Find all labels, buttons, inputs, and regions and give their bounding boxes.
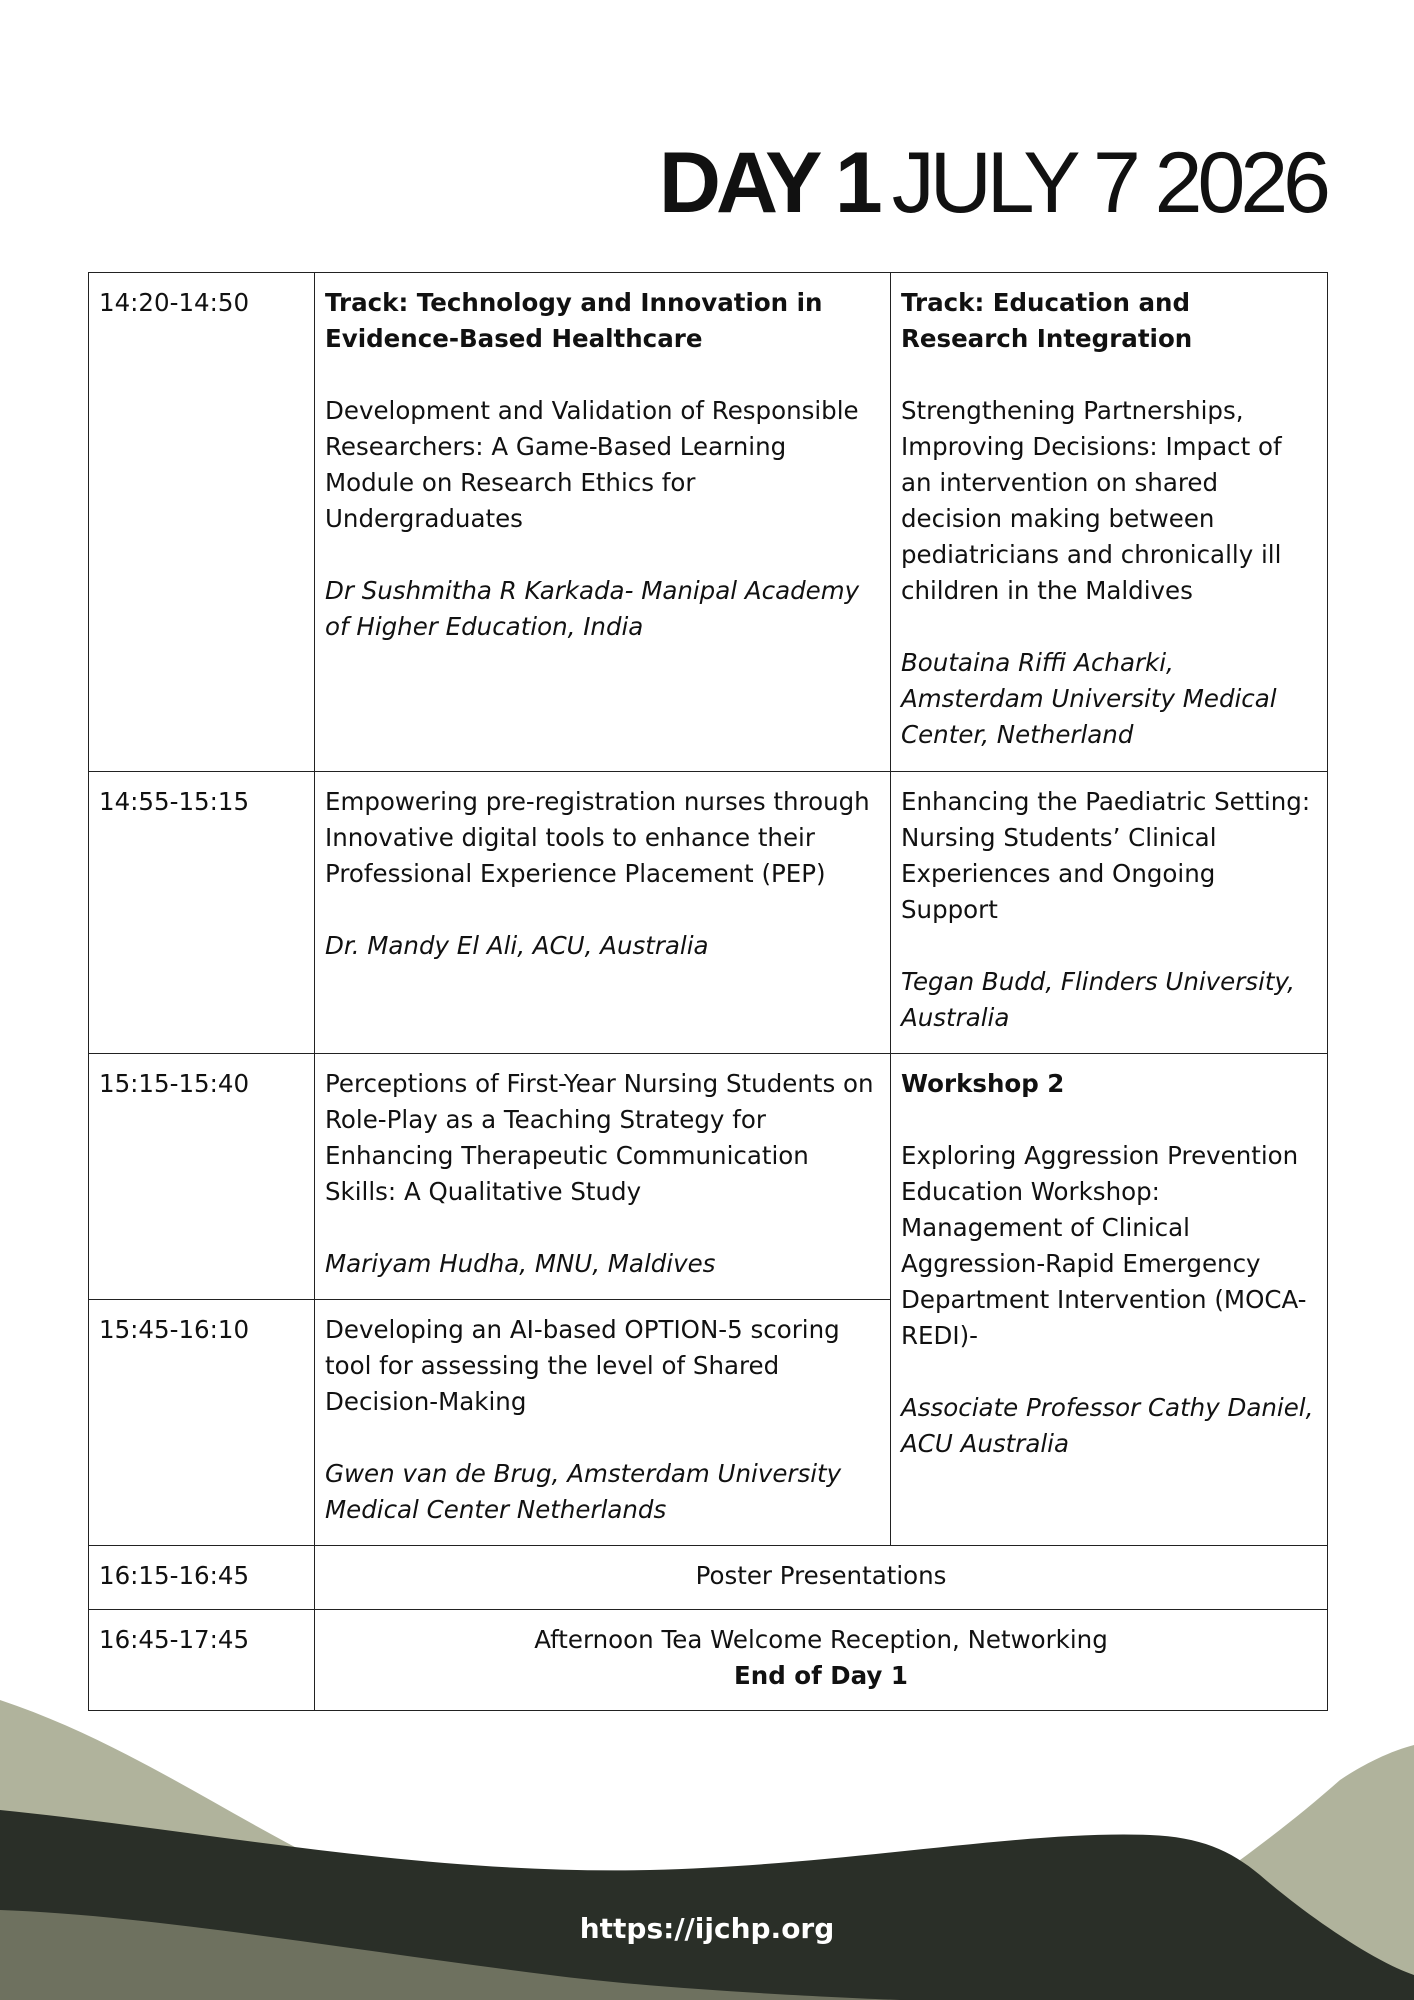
table-row [89, 772, 1328, 1054]
time-label: 14:20-14:50 [99, 288, 250, 317]
workshop-heading: Workshop 2 [901, 1069, 1065, 1098]
session-title: Enhancing the Paediatric Setting: Nursing Students’ Clinical Experiences and Ongoing Support [901, 787, 1311, 924]
session-author: Associate Professor Cathy Daniel, ACU Australia [901, 1393, 1314, 1458]
table-row [89, 273, 1328, 772]
session-cell [315, 772, 891, 1054]
session-cell [315, 273, 891, 772]
session-author: Mariyam Hudha, MNU, Maldives [325, 1249, 716, 1278]
schedule-table [88, 272, 1328, 1711]
session-author: Gwen van de Brug, Amsterdam University Medical Center Netherlands [325, 1459, 842, 1524]
workshop-cell [891, 1054, 1328, 1546]
session-title: Developing an AI-based OPTION-5 scoring tool for assessing the level of Shared Decision-Making [325, 1315, 840, 1416]
session-cell [315, 1054, 891, 1300]
time-cell [89, 1054, 315, 1300]
end-of-day-label: End of Day 1 [734, 1661, 908, 1690]
table-row [89, 1610, 1328, 1711]
time-cell [89, 1546, 315, 1610]
poster-label: Poster Presentations [695, 1561, 947, 1590]
time-cell [89, 1610, 315, 1711]
session-cell [891, 273, 1328, 772]
website-url: https://ijchp.org [579, 1912, 835, 1945]
session-cell [315, 1300, 891, 1546]
session-title: Development and Validation of Responsible Researchers: A Game-Based Learning Module on Research Ethics for Undergraduates [325, 396, 859, 533]
session-author: Tegan Budd, Flinders University, Australia [901, 967, 1295, 1032]
session-author: Dr Sushmitha R Karkada- Manipal Academy of Higher Education, India [325, 576, 860, 641]
time-label: 16:45-17:45 [99, 1625, 250, 1654]
session-title: Empowering pre-registration nurses through Innovative digital tools to enhance their Professional Experience Placement (PEP) [325, 787, 870, 888]
time-cell [89, 273, 315, 772]
session-title: Strengthening Partnerships, Improving Decisions: Impact of an intervention on shared decision making between pediatricians and chronically ill children in the Maldives [901, 396, 1282, 605]
session-author: Boutaina Riffi Acharki, Amsterdam University Medical Center, Netherland [901, 648, 1277, 749]
poster-cell [315, 1546, 1328, 1610]
reception-label: Afternoon Tea Welcome Reception, Networking [534, 1625, 1108, 1654]
day-label: DAY 1 [658, 135, 878, 231]
page-title [658, 135, 1326, 231]
time-label: 15:15-15:40 [99, 1069, 250, 1098]
date-label: JULY 7 2026 [891, 135, 1326, 231]
session-title: Perceptions of First-Year Nursing Students on Role-Play as a Teaching Strategy for Enhancing Therapeutic Communication Skills: A Qualitative Study [325, 1069, 874, 1206]
table-row [89, 1546, 1328, 1610]
session-author: Dr. Mandy El Ali, ACU, Australia [325, 931, 709, 960]
track-heading: Track: Education and Research Integration [901, 288, 1193, 353]
wave-graphic [0, 1700, 1414, 2000]
time-label: 15:45-16:10 [99, 1315, 250, 1344]
footer-waves [0, 1700, 1414, 2000]
session-cell [891, 772, 1328, 1054]
table-row [89, 1054, 1328, 1300]
time-cell [89, 772, 315, 1054]
time-cell [89, 1300, 315, 1546]
track-heading: Track: Technology and Innovation in Evidence-Based Healthcare [325, 288, 823, 353]
reception-cell [315, 1610, 1328, 1711]
time-label: 14:55-15:15 [99, 787, 250, 816]
session-title: Exploring Aggression Prevention Education Workshop: Management of Clinical Aggression-Rapid Emergency Department Intervention (MOCA-REDI)- [901, 1141, 1307, 1350]
time-label: 16:15-16:45 [99, 1561, 250, 1590]
